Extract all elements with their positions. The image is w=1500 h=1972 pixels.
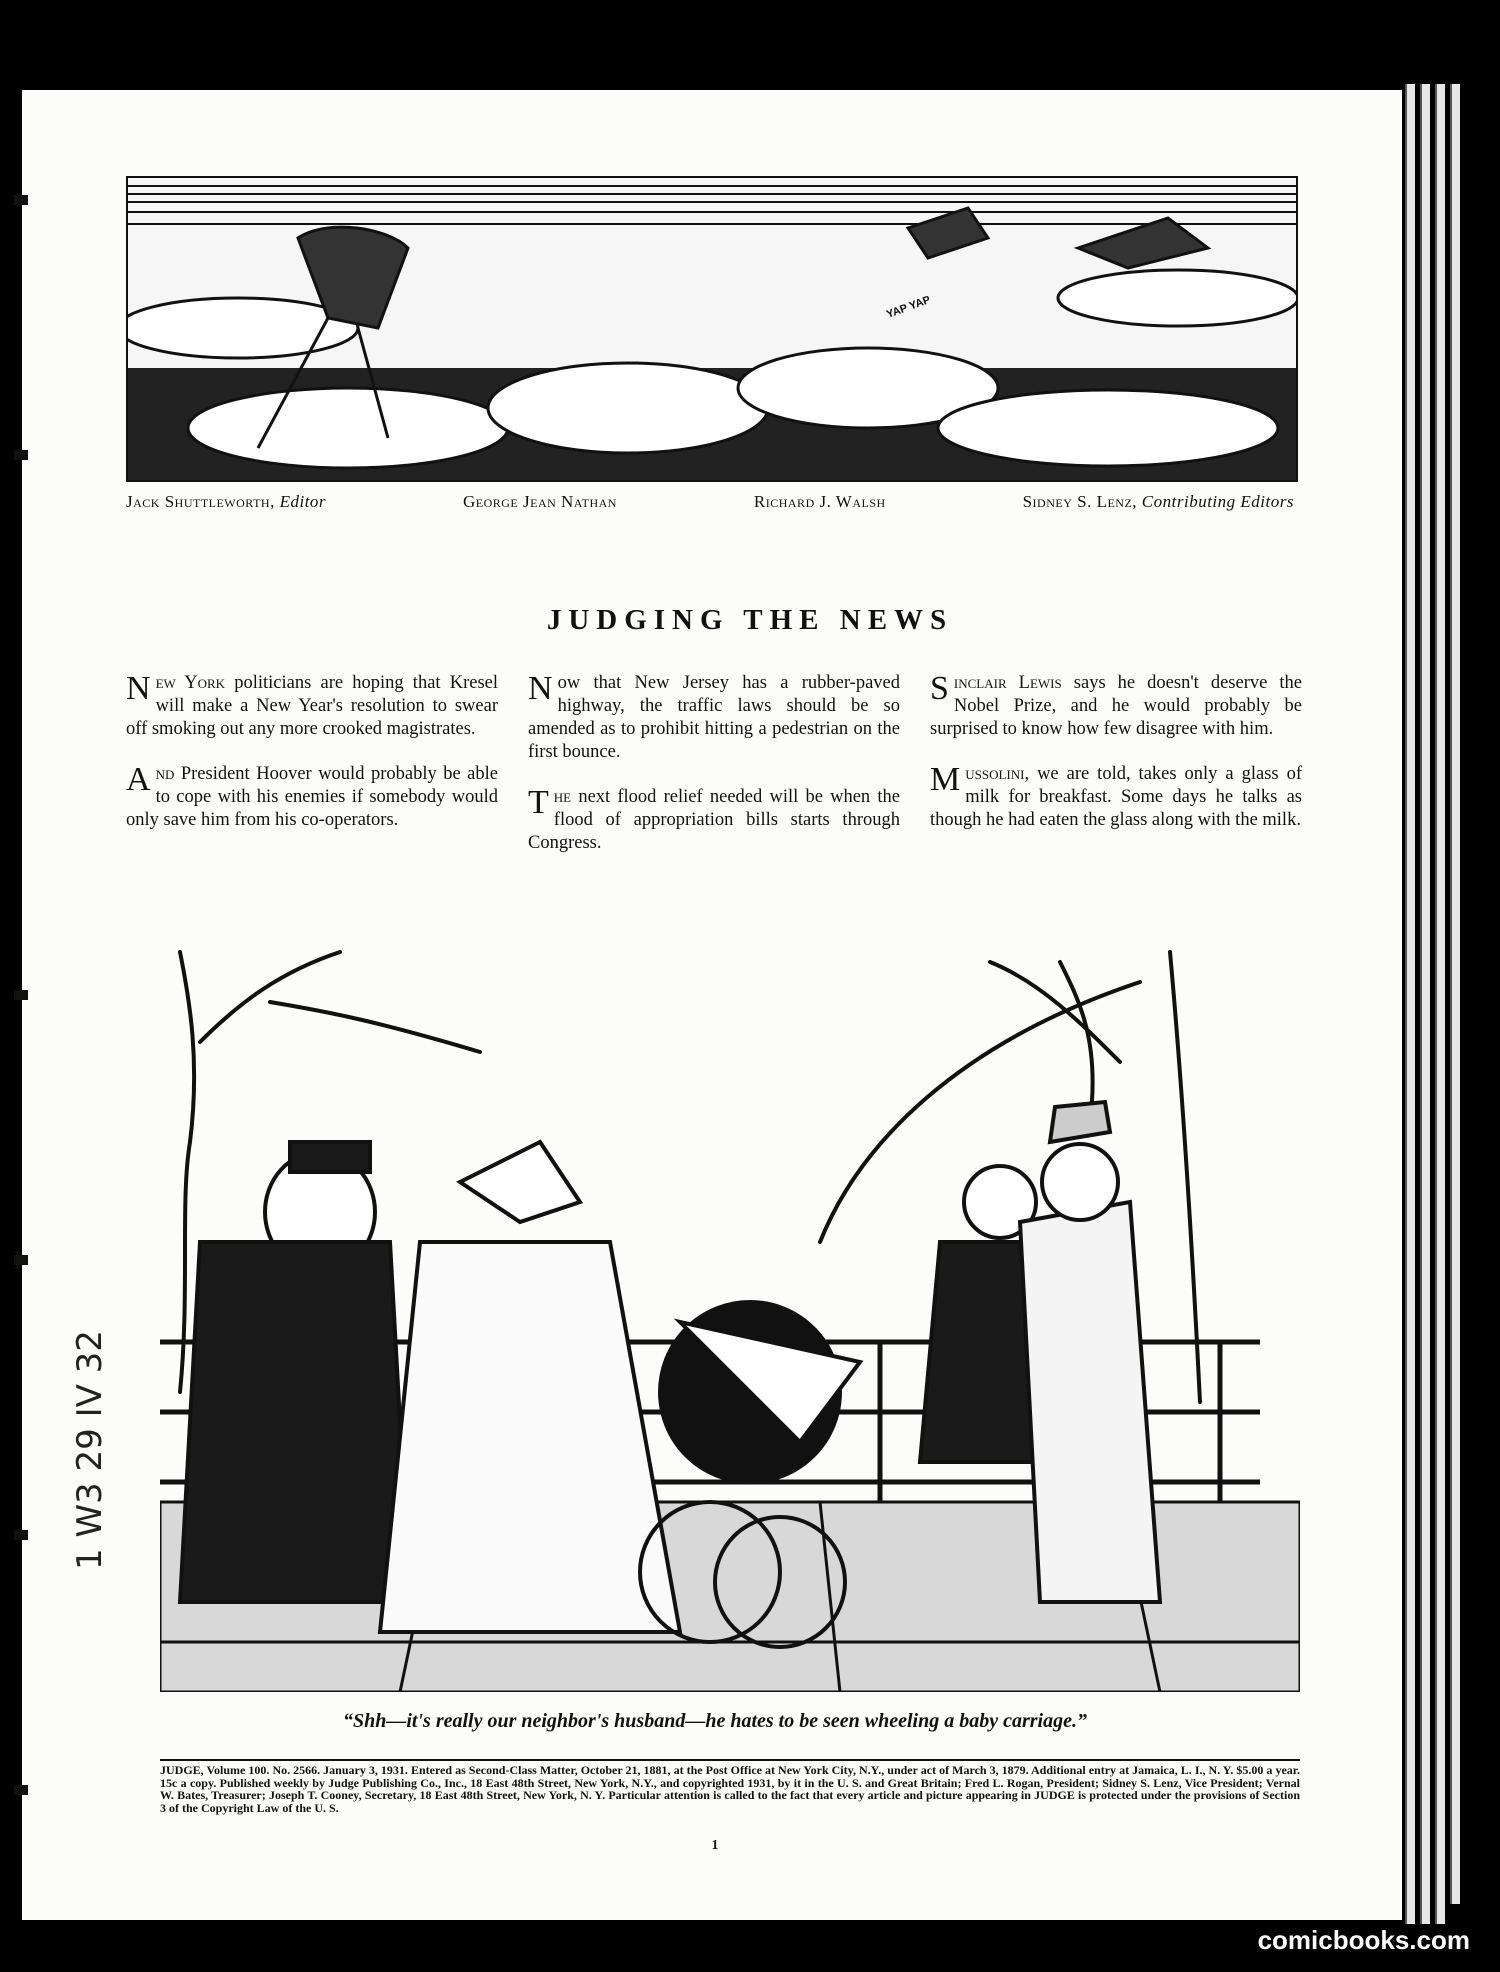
- binding-hole: [14, 990, 28, 1000]
- publication-notice: JUDGE, Volume 100. No. 2566. January 3, 1931. Entered as Second-Class Matter, October 21, 1881, at the Post Office at New York City, N.Y., under act of March 3, 1879. Additional entry at Jamaica, L. I., N. Y. $5.00 a year. 15c a copy. Published weekly by Judge Publishing Co., Inc., 18 East 48th Street, New York, N.Y., and copyrighted 1931, by it in the U. S. and Great Britain; Fred L. Rogan, President; Sidney S. Lenz, Vice President; Vernal W. Bates, Treasurer; Joseph T. Cooney, Secretary, 18 East 48th Street, New York, N. Y. Particular attention is called to the fact that every article and picture appearing in JUDGE is protected under the provisions of Section 3 of the Copyright Law of the U. S.: [160, 1763, 1300, 1815]
- news-paragraph: The next flood relief needed will be when the flood of appropriation bills starts through Congress.: [528, 784, 900, 853]
- cartoon-caption: “Shh—it's really our neighbor's husband—he hates to be seen wheeling a baby carriage.”: [343, 1710, 1087, 1732]
- credit-contributor: George Jean Nathan: [462, 492, 617, 511]
- news-paragraph: Now that New Jersey has a rubber-paved highway, the traffic laws should be so amended as to prohibit hitting a pedestrian on the first bounce.: [528, 670, 900, 762]
- news-paragraph: Sinclair Lewis says he doesn't deserve the Nobel Prize, and he would probably be surprised to know how few disagree with him.: [930, 670, 1302, 739]
- page-title: JUDGING THE NEWS: [546, 604, 954, 636]
- news-paragraph: And President Hoover would probably be able to cope with his enemies if somebody would only save him from his co-operators.: [126, 761, 498, 830]
- binding-hole: [14, 1785, 28, 1795]
- page-edge: [1405, 84, 1415, 1924]
- binding-hole: [14, 450, 28, 460]
- news-column: [930, 672, 1302, 877]
- handwritten-margin-note: 1 W3 29 IV 32: [70, 1330, 110, 1570]
- credit-editor: Jack Shuttleworth, Editor: [126, 492, 327, 511]
- page-edge: [1450, 84, 1460, 1904]
- page-edge: [1420, 84, 1430, 1924]
- binding-hole: [14, 1255, 28, 1265]
- page-number: 1: [711, 1838, 719, 1853]
- page-edge: [1435, 84, 1445, 1924]
- news-paragraph: Mussolini, we are told, takes only a glass of milk for breakfast. Some days he talks as though he had eaten the glass along with the milk.: [930, 761, 1302, 830]
- news-column: [528, 672, 900, 877]
- binding-hole: [14, 1530, 28, 1540]
- news-column: [126, 672, 498, 877]
- editor-credits: [126, 492, 1294, 512]
- masthead-sound-text: YAP YAP: [884, 293, 933, 321]
- site-watermark: comicbooks.com: [1257, 1925, 1470, 1955]
- credit-contributor: Richard J. Walsh: [753, 492, 886, 511]
- footer-rule: [160, 1759, 1300, 1761]
- news-columns: [126, 672, 1306, 877]
- news-paragraph: New York politicians are hoping that Kresel will make a New Year's resolution to swear off smoking out any more crooked magistrates.: [126, 670, 498, 739]
- binding-hole: [14, 195, 28, 205]
- credit-contributors: Sidney S. Lenz, Contributing Editors: [1022, 492, 1294, 511]
- cartoon-illustration: [160, 942, 1300, 1692]
- masthead-illustration: [126, 176, 1298, 482]
